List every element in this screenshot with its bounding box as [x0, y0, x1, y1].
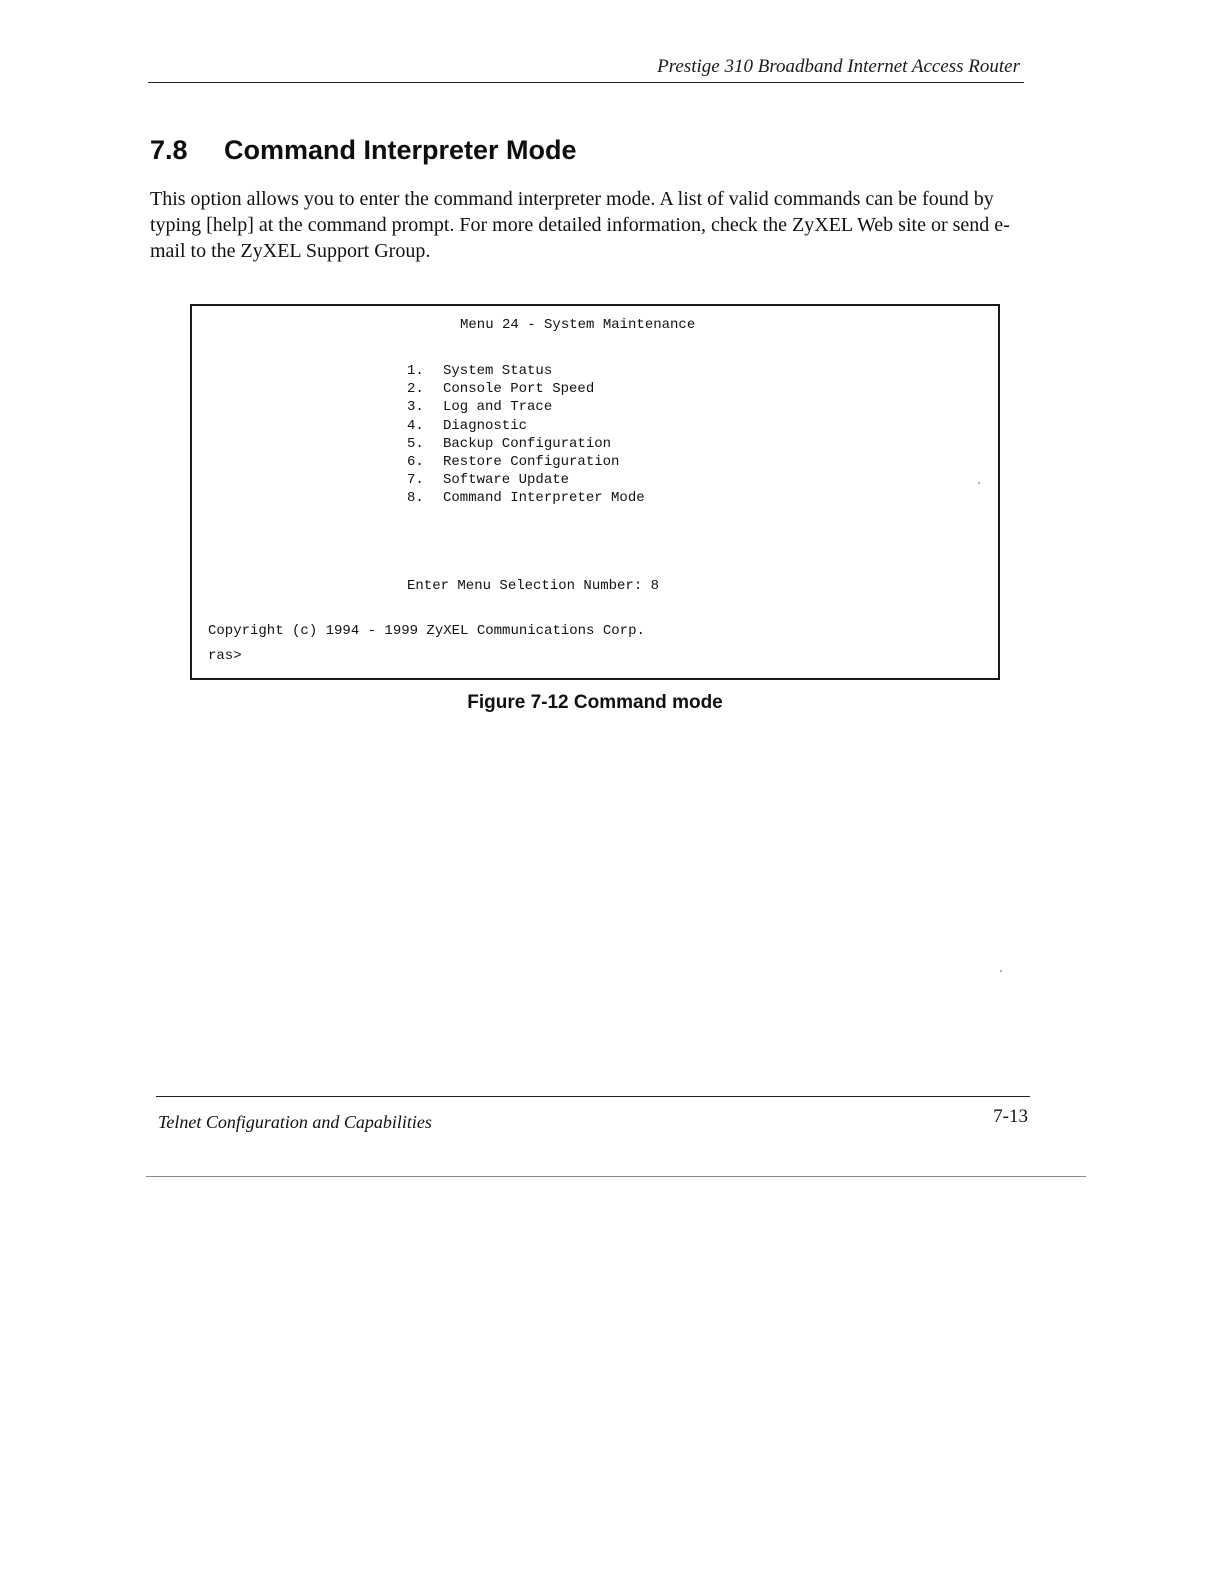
menu-item-label: Console Port Speed [443, 381, 595, 398]
scan-edge-rule [146, 1176, 1086, 1177]
section-title: Command Interpreter Mode [224, 135, 577, 165]
menu-item-system-status [407, 362, 645, 380]
menu-item-label: Software Update [443, 472, 570, 489]
intro-paragraph: This option allows you to enter the command interpreter mode. A list of valid commands can be found by typing [help] at the command prompt. For more detailed information, check the ZyXEL Web site or send e-mail to the ZyXEL Support Group. [150, 188, 1010, 262]
menu-list [407, 362, 645, 508]
command-prompt: ras> [208, 648, 242, 664]
menu-item-number: 1. [407, 363, 424, 379]
menu-item-command-interpreter-mode [407, 489, 645, 507]
menu-item-label: Backup Configuration [443, 435, 612, 452]
menu-item-console-port-speed [407, 380, 645, 398]
copyright-line: Copyright (c) 1994 - 1999 ZyXEL Communications Corp. [208, 623, 645, 639]
menu-item-number: 2. [407, 381, 424, 398]
menu-item-number: 4. [407, 417, 424, 434]
menu-item-number: 7. [407, 472, 424, 489]
footer-page-number: 7-13 [993, 1106, 1028, 1127]
menu-item-number: 8. [407, 490, 424, 507]
menu-item-diagnostic [407, 417, 645, 435]
menu-item-label: Log and Trace [443, 399, 553, 416]
menu-item-number: 6. [407, 453, 424, 470]
menu-selection-prompt: Enter Menu Selection Number: 8 [407, 578, 660, 594]
menu-item-label: System Status [443, 363, 553, 379]
menu-item-backup-configuration [407, 435, 645, 453]
menu-item-software-update [407, 471, 645, 489]
menu-item-label: Command Interpreter Mode [443, 490, 645, 507]
menu-item-log-and-trace [407, 398, 645, 416]
menu-title: Menu 24 - System Maintenance [460, 317, 696, 333]
footer-rule [156, 1096, 1030, 1097]
section-heading [150, 132, 577, 168]
section-number: 7.8 [150, 135, 188, 165]
menu-item-label: Restore Configuration [443, 453, 620, 470]
scan-speck [1000, 970, 1002, 972]
menu-item-number: 3. [407, 399, 424, 416]
footer-chapter-title: Telnet Configuration and Capabilities [158, 1112, 432, 1132]
menu-item-restore-configuration [407, 453, 645, 471]
menu-item-label: Diagnostic [443, 417, 528, 434]
menu-item-number: 5. [407, 435, 424, 452]
scan-speck [978, 482, 980, 484]
running-header: Prestige 310 Broadband Internet Access Router [657, 56, 1020, 77]
terminal-screen [190, 304, 1000, 680]
header-rule [148, 82, 1024, 83]
figure-caption: Figure 7-12 Command mode [467, 692, 723, 713]
